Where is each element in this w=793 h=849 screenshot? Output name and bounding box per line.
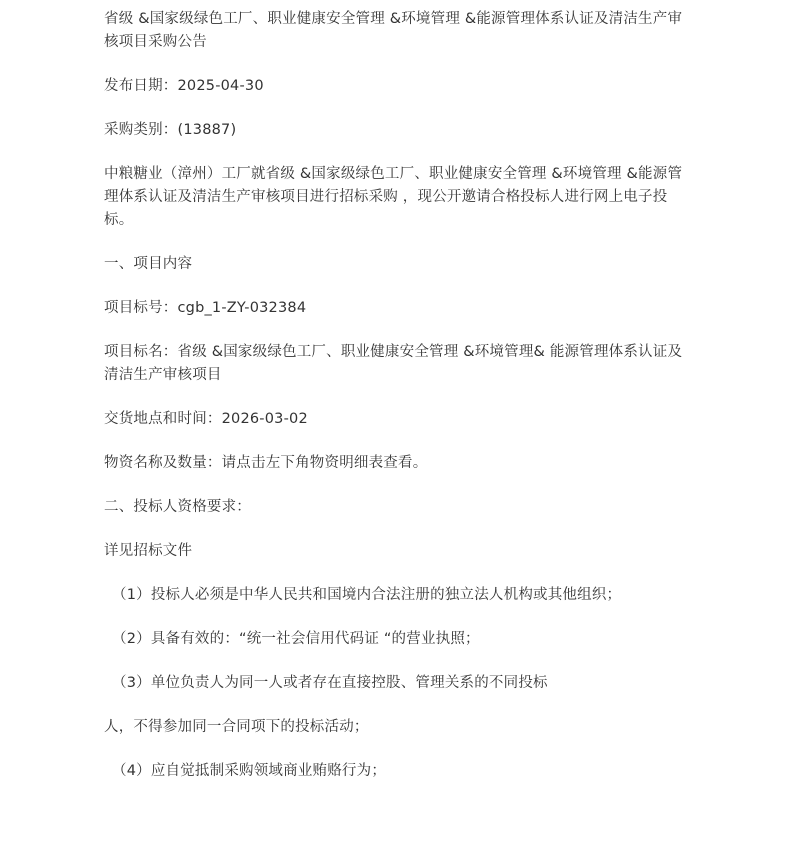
publish-date-label: 发布日期： [104,78,178,94]
project-number-label: 项目标号： [104,300,178,316]
project-number-value: cgb_1-ZY-032384 [177,300,307,316]
requirement-item-continuation: 人，不得参加同一合同项下的投标活动； [104,719,369,735]
intro-paragraph: 中粮糖业（漳州）工厂就省级 &国家级绿色工厂、职业健康安全管理 &环境管理 &能源管理体系认证及清洁生产审核项目进行招标采购 ，现公开邀请合格投标人进行网上电子投标。 [104,166,683,228]
category-value: (13887) [177,122,237,138]
see-tender-documents-note: 详见招标文件 [104,543,193,559]
project-name [104,341,692,387]
section-heading-bidder-qualifications: 二、投标人资格要求： [104,499,251,515]
requirement-item: （3）单位负责人为同一人或者存在直接控股、管理关系的不同投标 [112,675,548,691]
requirement-item: （1）投标人必须是中华人民共和国境内合法注册的独立法人机构或其他组织； [112,587,622,603]
requirement-item: （2）具备有效的：“统一社会信用代码证 “的营业执照； [112,631,480,647]
announcement-document [104,8,692,783]
project-number [104,297,692,320]
requirement-item: （4）应自觉抵制采购领域商业贿赂行为； [112,763,387,779]
delivery-place-time [104,408,692,431]
project-name-value: 省级 &国家级绿色工厂、职业健康安全管理 &环境管理& 能源管理体系认证及清洁生产审核项目 [104,344,683,383]
publish-date-value: 2025-04-30 [177,78,264,94]
project-name-label: 项目标名： [104,344,178,360]
materials-quantity [104,452,692,475]
materials-label: 物资名称及数量： [104,455,222,471]
publish-date [104,75,692,98]
procurement-category [104,119,692,142]
category-label: 采购类别： [104,122,178,138]
announcement-title: 省级 &国家级绿色工厂、职业健康安全管理 &环境管理 &能源管理体系认证及清洁生产审核项目采购公告 [104,11,683,50]
materials-value: 请点击左下角物资明细表查看。 [221,455,428,471]
delivery-value: 2026-03-02 [221,411,308,427]
delivery-label: 交货地点和时间： [104,411,222,427]
section-heading-project-content: 一、项目内容 [104,256,193,272]
